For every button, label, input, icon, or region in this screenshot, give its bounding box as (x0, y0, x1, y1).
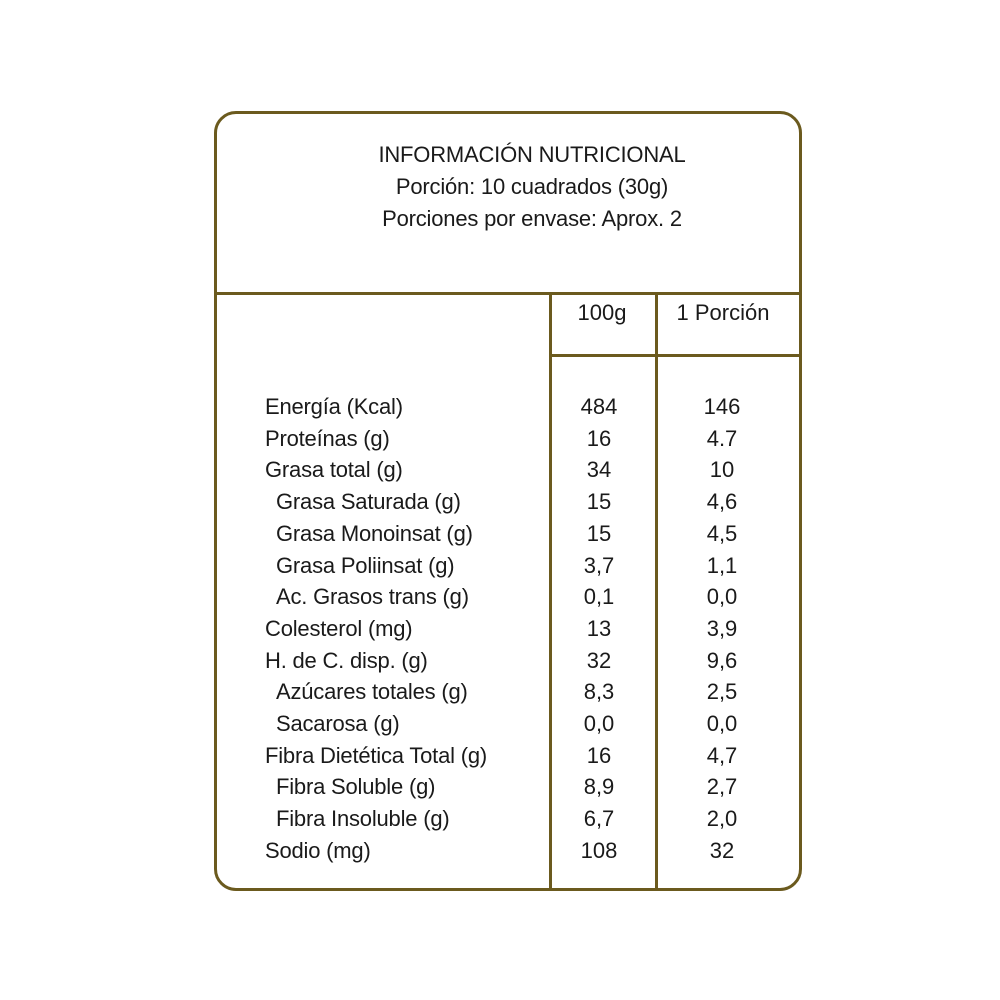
table-row (0, 553, 1000, 585)
value-per-100g: 15 (586, 489, 612, 515)
nutrient-name: Fibra Dietética Total (g) (265, 742, 488, 768)
nutrient-name: Sodio (mg) (265, 837, 371, 863)
value-per-portion: 146 (703, 394, 741, 419)
column-header-100g: 100g (577, 300, 627, 325)
value-per-100g: 16 (586, 425, 612, 451)
nutrient-name: Colesterol (mg) (265, 615, 413, 641)
nutrient-name: Sacarosa (g) (276, 711, 400, 736)
value-per-100g: 13 (586, 615, 612, 641)
value-per-portion: 9,6 (706, 647, 738, 673)
portion-size: Porción: 10 cuadrados (30g) (395, 174, 669, 199)
value-per-100g: 8,3 (583, 679, 615, 705)
table-row (0, 457, 1000, 489)
value-per-100g: 16 (586, 742, 612, 768)
nutrient-name: Grasa Monoinsat (g) (276, 520, 473, 546)
value-per-portion: 32 (709, 837, 735, 863)
nutrient-name: Fibra Soluble (g) (276, 774, 436, 800)
table-row (0, 426, 1000, 458)
nutrient-name: Energía (Kcal) (265, 394, 403, 419)
value-per-100g: 484 (580, 394, 618, 419)
value-per-portion: 1,1 (706, 552, 738, 578)
value-per-100g: 34 (586, 457, 612, 483)
table-row (0, 743, 1000, 775)
nutrient-name: Fibra Insoluble (g) (276, 806, 450, 832)
nutrient-name: H. de C. disp. (g) (265, 647, 428, 673)
column-header-divider (549, 354, 802, 357)
value-per-100g: 108 (580, 837, 618, 863)
value-per-100g: 32 (586, 647, 612, 673)
table-row (0, 616, 1000, 648)
table-row (0, 838, 1000, 870)
nutrient-name: Grasa Poliinsat (g) (276, 552, 455, 578)
nutrient-name: Grasa total (g) (265, 457, 403, 483)
table-row (0, 521, 1000, 553)
value-per-portion: 4.7 (706, 425, 738, 451)
nutrient-name: Grasa Saturada (g) (276, 489, 461, 515)
value-per-100g: 0,0 (583, 711, 615, 736)
header-divider (214, 292, 802, 295)
table-row (0, 584, 1000, 616)
table-row (0, 806, 1000, 838)
value-per-100g: 8,9 (583, 774, 615, 800)
column-header-portion: 1 Porción (676, 300, 770, 325)
value-per-portion: 2,7 (706, 774, 738, 800)
value-per-portion: 0,0 (706, 711, 738, 736)
value-per-100g: 0,1 (583, 584, 615, 610)
value-per-portion: 2,5 (706, 679, 738, 705)
value-per-portion: 4,7 (706, 742, 738, 768)
servings-per-container: Porciones por envase: Aprox. 2 (382, 206, 682, 231)
table-row (0, 648, 1000, 680)
table-row (0, 711, 1000, 743)
value-per-portion: 3,9 (706, 615, 738, 641)
table-row (0, 394, 1000, 426)
value-per-portion: 2,0 (706, 806, 738, 832)
table-row (0, 774, 1000, 806)
label-title: INFORMACIÓN NUTRICIONAL (378, 142, 686, 167)
value-per-100g: 6,7 (583, 806, 615, 832)
nutrient-name: Proteínas (g) (265, 425, 390, 451)
value-per-portion: 4,5 (706, 520, 738, 546)
value-per-portion: 0,0 (706, 584, 738, 610)
table-row (0, 489, 1000, 521)
nutrient-name: Ac. Grasos trans (g) (276, 584, 469, 610)
value-per-100g: 3,7 (583, 552, 615, 578)
table-row (0, 679, 1000, 711)
value-per-portion: 10 (709, 457, 735, 483)
nutrient-name: Azúcares totales (g) (276, 679, 468, 705)
value-per-portion: 4,6 (706, 489, 738, 515)
value-per-100g: 15 (586, 520, 612, 546)
